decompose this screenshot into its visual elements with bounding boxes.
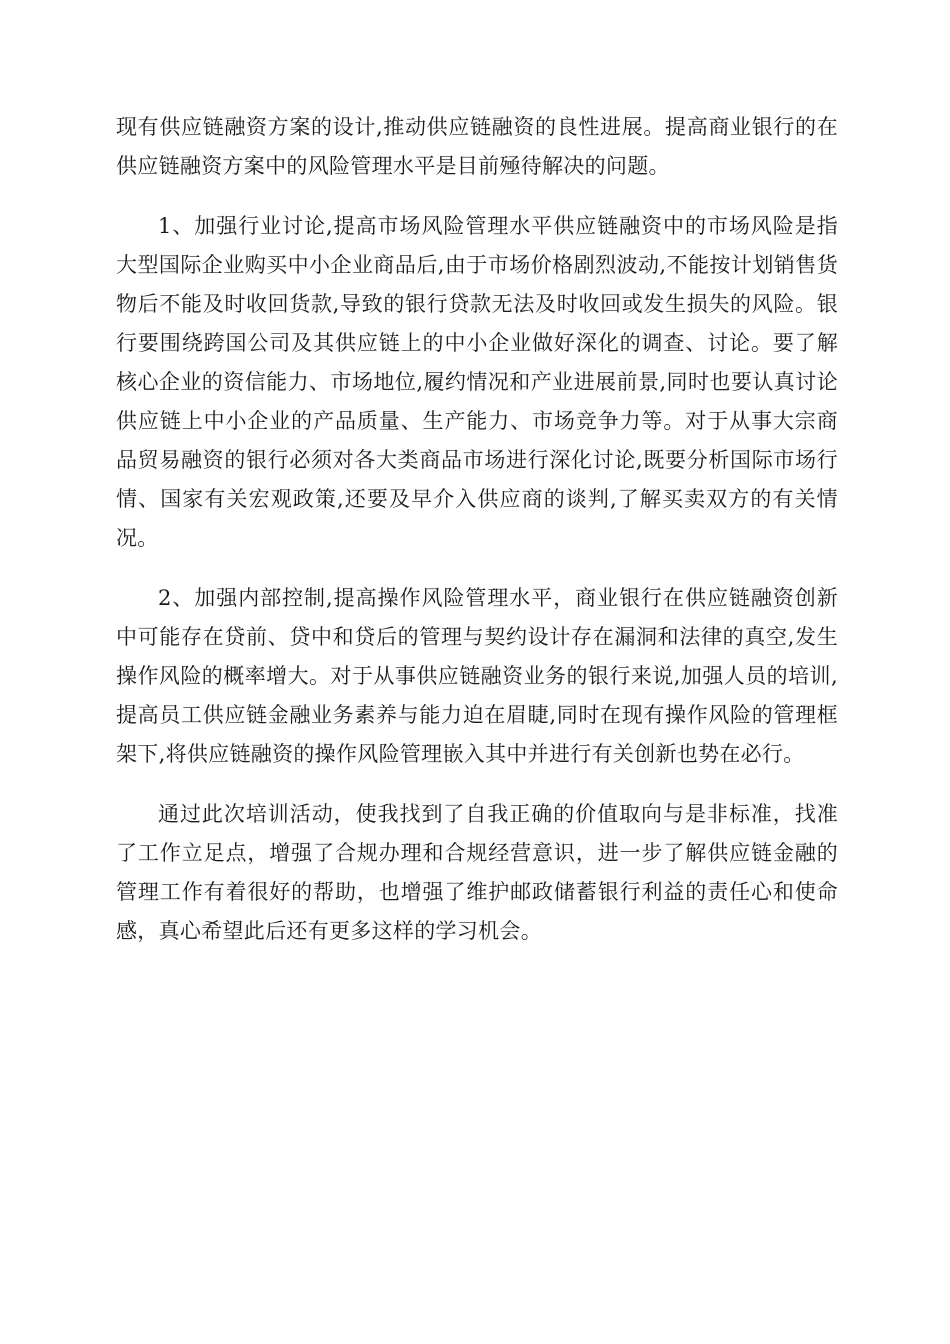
paragraph-operational-risk: 2、加强内部控制,提高操作风险管理水平，商业银行在供应链融资创新中可能存在贷前、贷中和贷后的管理与契约设计存在漏洞和法律的真空,发生操作风险的概率增大。对于从事供应链融资业务的银行来说,加强人员的培训,提高员工供应链金融业务素养与能力迫在眉睫,同时在现有操作风险的管理框架下,将供应链融资的操作风险管理嵌入其中并进行有关创新也势在必行。 [116, 586, 838, 766]
paragraph-market-risk: 1、加强行业讨论,提高市场风险管理水平供应链融资中的市场风险是指大型国际企业购买中小企业商品后,由于市场价格剧烈波动,不能按计划销售货物后不能及时收回货款,导致的银行贷款无法及时收回或发生损失的风险。银行要围绕跨国公司及其供应链上的中小企业做好深化的调查、讨论。要了解核心企业的资信能力、市场地位,履约情况和产业进展前景,同时也要认真讨论供应链上中小企业的产品质量、生产能力、市场竞争力等。对于从事大宗商品贸易融资的银行必须对各大类商品市场进行深化讨论,既要分析国际市场行情、国家有关宏观政策,还要及早介入供应商的谈判,了解买卖双方的有关情况。 [116, 214, 838, 550]
paragraph-intro: 现有供应链融资方案的设计,推动供应链融资的良性进展。提高商业银行的在供应链融资方案中的风险管理水平是目前殛待解决的问题。 [116, 115, 838, 178]
document-body [116, 108, 838, 951]
paragraph-conclusion: 通过此次培训活动，使我找到了自我正确的价值取向与是非标准，找准了工作立足点，增强了合规办理和合规经营意识，进一步了解供应链金融的管理工作有着很好的帮助，也增强了维护邮政储蓄银行利益的责任心和使命感，真心希望此后还有更多这样的学习机会。 [116, 802, 838, 943]
